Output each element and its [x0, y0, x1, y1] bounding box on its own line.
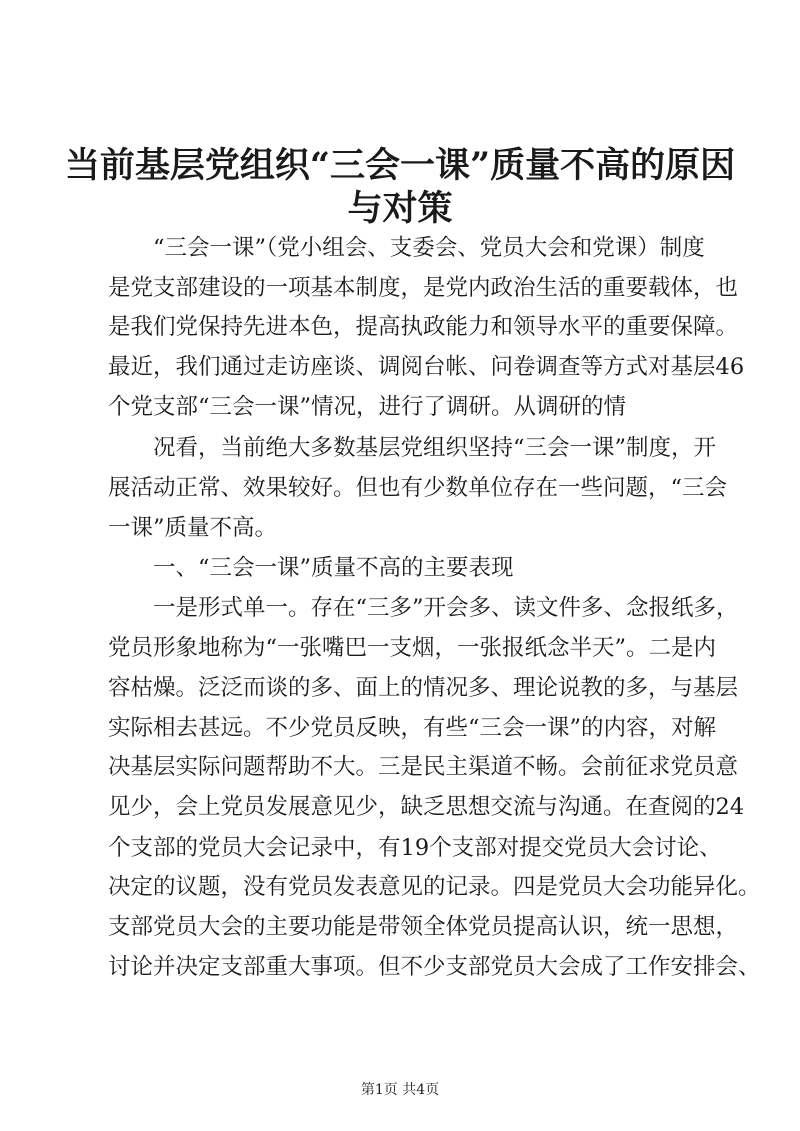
document-title-line-1: 当前基层党组织“三会一课”质量不高的原因 [64, 145, 736, 186]
paragraph-line: 决定的议题，没有党员发表意见的记录。四是党员大会功能异化。 [108, 874, 761, 900]
paragraph-line: 个党支部“三会一课”情况，进行了调研。从调研的情 [108, 394, 627, 420]
paragraph-line: “三会一课”（党小组会、支委会、党员大会和党课）制度 [153, 235, 705, 261]
paragraph-line: 是我们党保持先进本色，提高执政能力和领导水平的重要保障。 [108, 314, 739, 340]
paragraph-line: 一课”质量不高。 [108, 515, 278, 541]
paragraph-line: 一是形式单一。存在“三多”开会多、读文件多、念报纸多， [153, 595, 739, 621]
paragraph-line: 见少，会上党员发展意见少，缺乏思想交流与沟通。在查阅的24 [108, 794, 745, 820]
paragraph-line: 容枯燥。泛泛而谈的多、面上的情况多、理论说教的多，与基层 [108, 675, 739, 701]
paragraph-line: 党员形象地称为“一张嘴巴一支烟，一张报纸念半天”。二是内 [108, 635, 717, 661]
paragraph-line: 决基层实际问题帮助不大。三是民主渠道不畅。会前征求党员意 [108, 754, 739, 780]
paragraph-line: 个支部的党员大会记录中，有19个支部对提交党员大会讨论、 [108, 835, 722, 861]
document-title-line-2: 与对策 [347, 188, 453, 229]
paragraph-line: 讨论并决定支部重大事项。但不少支部党员大会成了工作安排会、 [108, 954, 761, 980]
paragraph-line: 况看，当前绝大多数基层党组织坚持“三会一课”制度，开 [153, 435, 717, 461]
paragraph-line: 支部党员大会的主要功能是带领全体党员提高认识，统一思想， [108, 914, 739, 940]
page-number-footer: 第1页 共4页 [360, 1082, 440, 1098]
paragraph-line: 最近，我们通过走访座谈、调阅台帐、问卷调查等方式对基层46 [108, 354, 745, 380]
paragraph-line: 实际相去甚远。不少党员反映，有些“三会一课”的内容，对解 [108, 715, 717, 741]
section-heading: 一、“三会一课”质量不高的主要表现 [153, 555, 514, 581]
paragraph-line: 是党支部建设的一项基本制度，是党内政治生活的重要载体，也 [108, 275, 739, 301]
paragraph-line: 展活动正常、效果较好。但也有少数单位存在一些问题，“三会 [108, 475, 728, 501]
